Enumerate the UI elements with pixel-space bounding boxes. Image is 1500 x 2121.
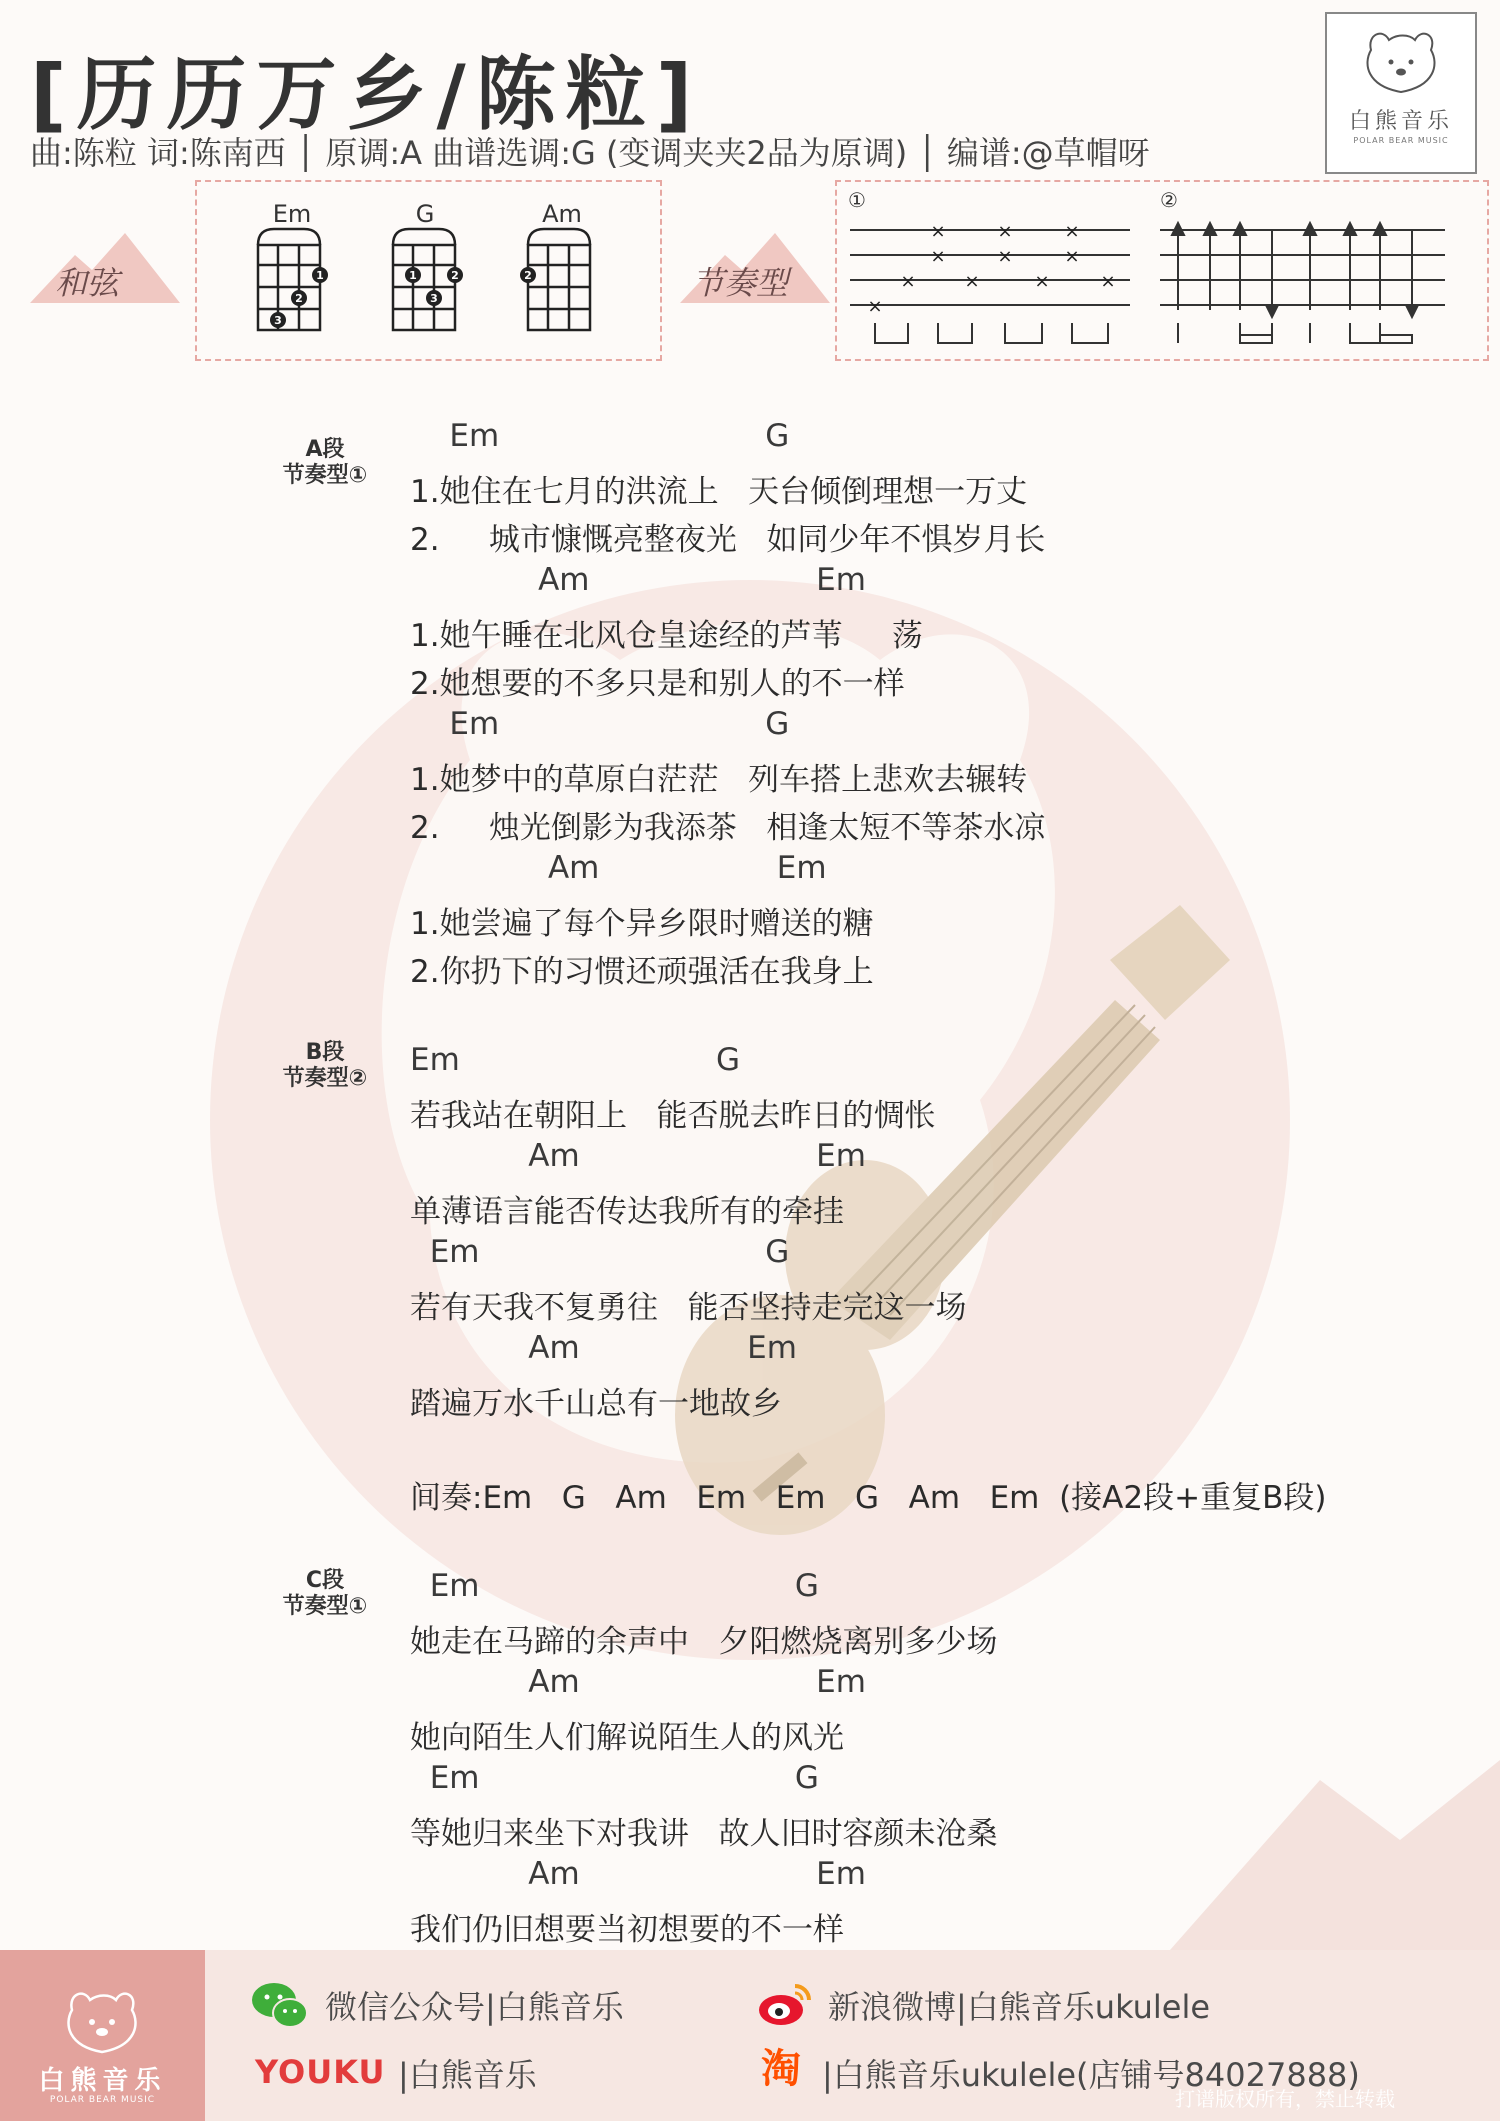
svg-text:×: × (1100, 271, 1116, 292)
youku-label[interactable]: |白熊音乐 (398, 2056, 537, 2094)
section-b-rhythm: 节奏型② (282, 1066, 368, 1091)
lyric-line: 踏遍万水千山总有一地故乡 (410, 1386, 782, 1422)
lyric-line: 我们仍旧想要当初想要的不一样 (410, 1912, 844, 1948)
lyric-line: 1.她住在七月的洪流上 天台倾倒理想一万丈 (410, 474, 1028, 510)
section-a-label (265, 437, 385, 489)
chord-name-am: Am (542, 200, 582, 228)
svg-text:×: × (900, 271, 916, 292)
chord-line: Am Em (410, 1664, 866, 1700)
chord-diagram-g (393, 229, 455, 330)
chord-line: Am Em (410, 1856, 866, 1892)
svg-text:×: × (997, 246, 1013, 267)
lyric-line: 2. 城市慷慨亮整夜光 如同少年不惧岁月长 (410, 522, 1046, 558)
chord-line: Em G (410, 1568, 819, 1604)
brand-logo (1325, 12, 1477, 174)
rhythm-patterns (845, 215, 1455, 350)
finger-em-3: 3 (274, 314, 282, 327)
lyric-line: 1.她午睡在北风仓皇途经的芦苇 荡 (410, 618, 923, 654)
chord-line: Em G (410, 706, 790, 742)
logo-name: 白熊音乐 (1348, 109, 1453, 134)
taobao-label[interactable]: |白熊音乐ukulele(店铺号84027888) (822, 2056, 1360, 2094)
chord-name-em: Em (272, 200, 312, 228)
chord-line: Am Em (410, 1138, 866, 1174)
finger-am-2: 2 (524, 269, 532, 282)
svg-text:×: × (930, 221, 946, 242)
lyric-line: 若我站在朝阳上 能否脱去昨日的惆怅 (410, 1098, 936, 1134)
rhythm-number-2: ② (1160, 188, 1178, 212)
lyric-line: 2. 烛光倒影为我添茶 相逢太短不等茶水凉 (410, 810, 1046, 846)
section-a-rhythm: 节奏型① (282, 463, 368, 488)
chord-name-g: G (415, 200, 435, 228)
finger-em-2: 2 (295, 292, 303, 305)
logo-subtitle: POLAR BEAR MUSIC (1353, 136, 1449, 145)
youku-logo[interactable]: YOUKU (255, 2053, 386, 2091)
chord-diagrams (250, 225, 610, 335)
wechat-icon[interactable] (250, 1980, 310, 2032)
song-meta: 曲:陈粒 词:陈南西 │ 原调:A 曲谱选调:G (变调夹夹2品为原调) │ 编谱:@草帽呀 (30, 134, 1150, 172)
svg-text:×: × (1034, 271, 1050, 292)
chord-line: Em G (410, 418, 790, 454)
weibo-icon[interactable] (755, 1978, 815, 2030)
interlude-line: 间奏:Em G Am Em Em G Am Em (接A2段+重复B段) (410, 1480, 1327, 1516)
footer-logo-name: 白熊音乐 (38, 2066, 167, 2096)
section-b-label (265, 1040, 385, 1092)
song-title: [历历万乡/陈粒] (30, 48, 703, 141)
wechat-label[interactable]: 微信公众号|白熊音乐 (325, 1988, 624, 2026)
svg-text:×: × (1064, 246, 1080, 267)
chord-line: Em G (410, 1042, 741, 1078)
lyric-line: 她向陌生人们解说陌生人的风光 (410, 1720, 844, 1756)
lyric-line: 单薄语言能否传达我所有的牵挂 (410, 1194, 844, 1230)
svg-text:×: × (964, 271, 980, 292)
svg-text:×: × (1064, 221, 1080, 242)
section-b-name: B段 (305, 1040, 345, 1065)
taobao-icon[interactable]: 淘 (761, 2046, 801, 2092)
chord-tag: 和弦 (55, 264, 120, 302)
rhythm-pattern-2 (1160, 223, 1445, 343)
chord-line: Am Em (410, 1330, 797, 1366)
weibo-label[interactable]: 新浪微博|白熊音乐ukulele (828, 1988, 1211, 2026)
chord-diagram-am (528, 229, 590, 330)
svg-text:×: × (867, 296, 883, 317)
finger-dots (270, 267, 536, 328)
section-c-label (265, 1568, 385, 1620)
lyric-line: 她走在马蹄的余声中 夕阳燃烧离别多少场 (410, 1624, 998, 1660)
finger-g-1: 1 (409, 269, 417, 282)
footer-logo-sub: POLAR BEAR MUSIC (49, 2095, 156, 2105)
rhythm-tag: 节奏型 (692, 264, 789, 302)
watermark-mountain (1170, 1760, 1500, 1950)
rhythm-number-1: ① (848, 188, 866, 212)
chord-line: Am Em (410, 562, 866, 598)
lyric-line: 2.你扔下的习惯还顽强活在我身上 (410, 954, 874, 990)
lyric-line: 若有天我不复勇往 能否坚持走完这一场 (410, 1290, 967, 1326)
section-c-name: C段 (305, 1568, 345, 1593)
svg-text:×: × (997, 221, 1013, 242)
lyric-line: 2.她想要的不多只是和别人的不一样 (410, 666, 905, 702)
svg-text:×: × (930, 246, 946, 267)
section-a-name: A段 (305, 437, 345, 462)
finger-g-2: 2 (451, 269, 459, 282)
chord-line: Em G (410, 1234, 790, 1270)
footer-bear-icon (0, 1960, 205, 2060)
rhythm-pattern-1 (850, 221, 1130, 343)
chord-line: Em G (410, 1760, 819, 1796)
chord-diagram-em (258, 229, 320, 330)
lyric-line: 1.她尝遍了每个异乡限时赠送的糖 (410, 906, 874, 942)
lyric-line: 等她归来坐下对我讲 故人旧时容颜未沧桑 (410, 1816, 998, 1852)
chord-line: Am Em (410, 850, 827, 886)
lyric-line: 1.她梦中的草原白茫茫 列车搭上悲欢去辗转 (410, 762, 1028, 798)
finger-em-1: 1 (316, 269, 324, 282)
finger-g-3: 3 (430, 292, 438, 305)
copyright-notice: 打谱版权所有，禁止转载 (1175, 2087, 1395, 2111)
section-c-rhythm: 节奏型① (282, 1594, 368, 1619)
footer-logo (0, 1950, 205, 2121)
bear-icon (1327, 14, 1475, 104)
